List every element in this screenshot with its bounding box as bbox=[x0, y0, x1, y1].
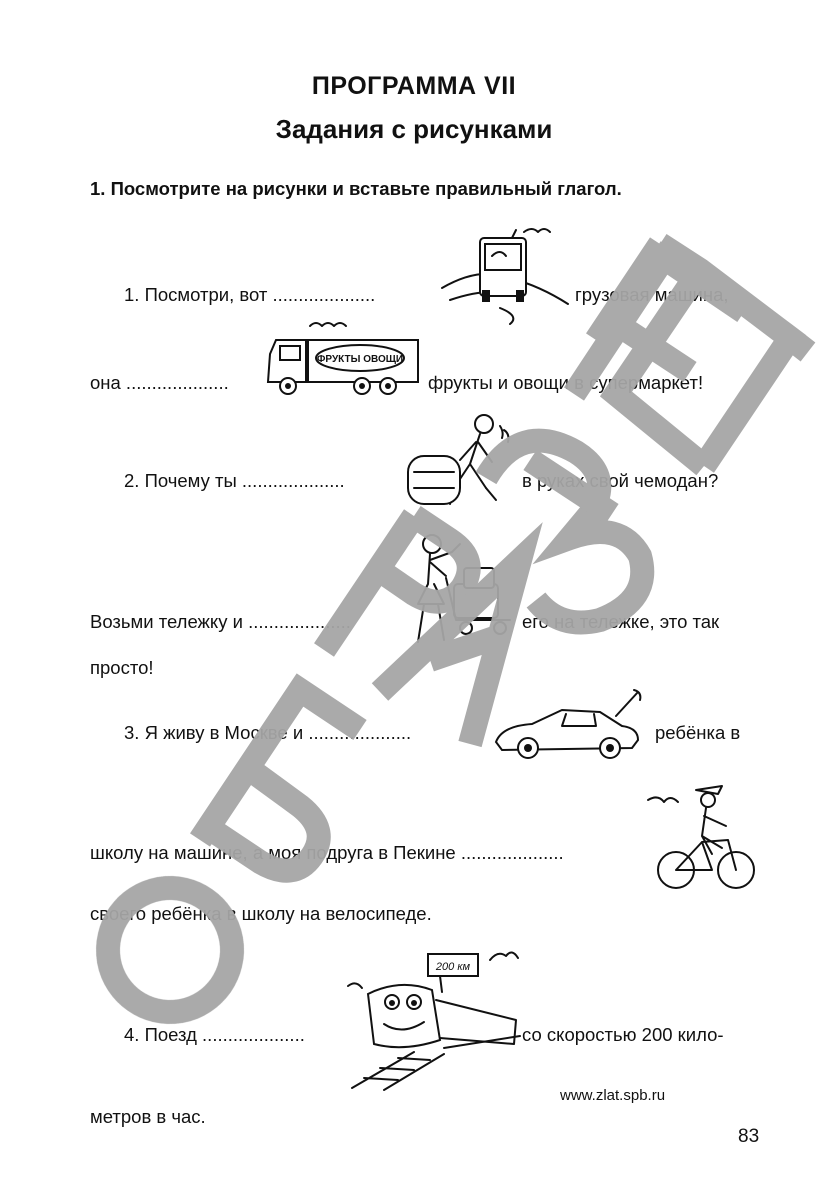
train-sign-text: 200 км bbox=[435, 961, 471, 973]
sentence-4-start: 4. Поезд .................... bbox=[124, 1024, 305, 1045]
sentence-2-start: 2. Почему ты .................... bbox=[124, 470, 345, 491]
sentence-2b-end: его на тележке, это так bbox=[522, 611, 720, 632]
sentence-1-start: 1. Посмотри, вот .................... bbox=[124, 284, 376, 305]
page-number: 83 bbox=[738, 1126, 760, 1147]
sentence-3c: своего ребёнка в школу на велосипеде. bbox=[90, 903, 432, 924]
truck-sign-text: ФРУКТЫ ОВОЩИ bbox=[316, 354, 404, 365]
sentence-1b-end: фрукты и овощи в супермаркет! bbox=[428, 372, 704, 393]
bus-illustration bbox=[440, 226, 570, 326]
car-illustration bbox=[492, 686, 642, 768]
bicycle-illustration bbox=[646, 782, 758, 894]
train-illustration bbox=[344, 940, 522, 1092]
sentence-3b: школу на машине, а моя подруга в Пекине .................... bbox=[90, 842, 564, 863]
sentence-2-end: в руках свой чемодан? bbox=[522, 470, 719, 491]
sentence-4-end: со скоростью 200 кило- bbox=[522, 1024, 724, 1045]
woman-with-cart-illustration bbox=[404, 528, 518, 652]
sentence-2b-start: Возьми тележку и .................... bbox=[90, 611, 351, 632]
section-subtitle: Задания с рисунками bbox=[275, 114, 553, 144]
program-title: ПРОГРАММА VII bbox=[311, 72, 517, 100]
task-heading: 1. Посмотрите на рисунки и вставьте правильный глагол. bbox=[90, 178, 622, 199]
sentence-3-end: ребёнка в bbox=[655, 722, 741, 743]
man-with-suitcase-illustration bbox=[400, 412, 520, 512]
sentence-2b-tail: просто! bbox=[90, 657, 154, 678]
sentence-1-end: грузовая машина, bbox=[575, 284, 729, 305]
truck-illustration bbox=[262, 318, 422, 400]
sentence-4-tail: метров в час. bbox=[90, 1106, 206, 1127]
sentence-3-start: 3. Я живу в Москве и .................... bbox=[124, 722, 412, 743]
website-url: www.zlat.spb.ru bbox=[560, 1087, 666, 1104]
sentence-1b-start: она .................... bbox=[90, 372, 229, 393]
